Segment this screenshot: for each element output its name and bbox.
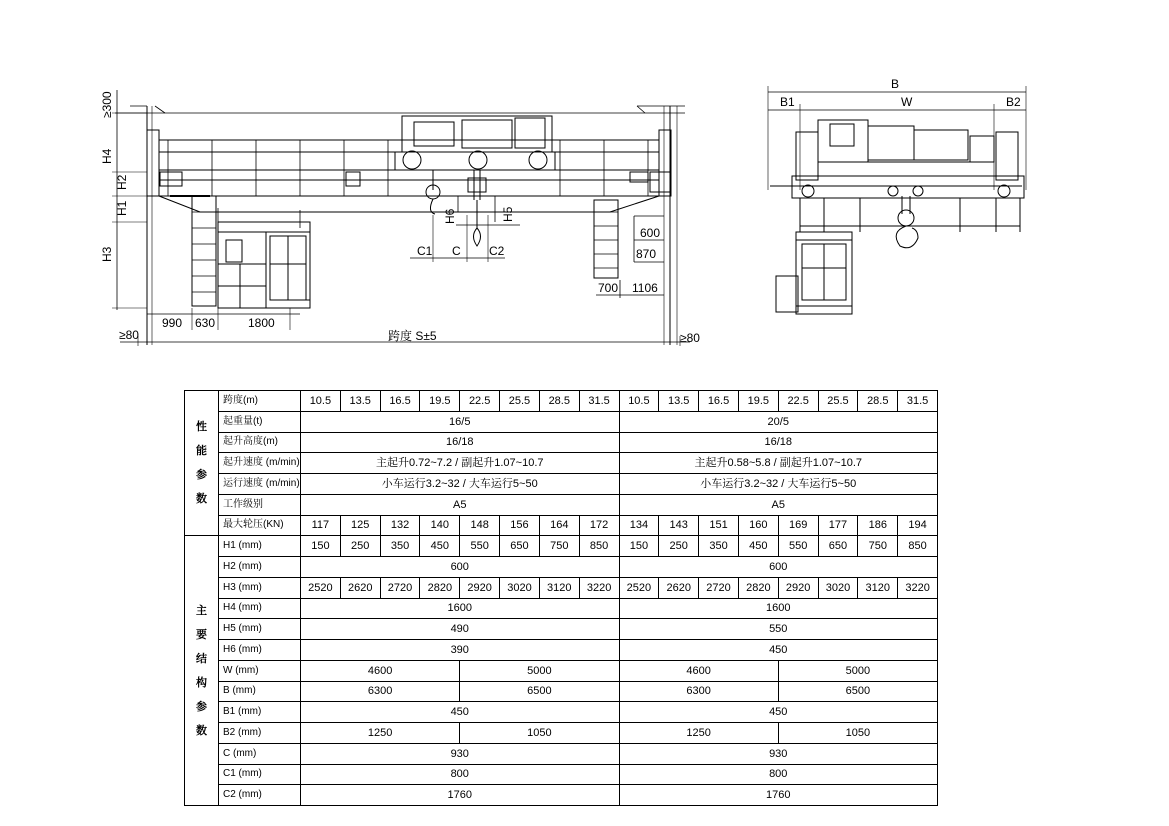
group-cell: 主起升0.58~5.8 / 副起升1.07~10.7	[619, 453, 938, 474]
table-cell: 143	[659, 515, 699, 536]
group-cell: 1600	[301, 598, 620, 619]
table-row	[185, 536, 938, 557]
section-char: 结	[196, 652, 207, 665]
dim-h3: H3	[100, 246, 114, 262]
group-cell: 450	[619, 640, 938, 661]
group-cell: 600	[301, 557, 620, 578]
table-cell: 16.5	[699, 391, 739, 412]
row-label: W (mm)	[219, 660, 301, 681]
dim-c: C	[452, 244, 461, 258]
dim-right-clear: ≥80	[680, 331, 700, 345]
front-view	[112, 90, 690, 346]
table-row	[185, 494, 938, 515]
table-cell: 2820	[738, 577, 778, 598]
dim-1800: 1800	[248, 316, 275, 330]
half-cell: 1050	[460, 723, 619, 744]
row-label: H1 (mm)	[219, 536, 301, 557]
table-cell: 3020	[818, 577, 858, 598]
row-label: 运行速度 (m/min)	[219, 474, 301, 495]
group-cell: 16/18	[301, 432, 620, 453]
table-cell: 25.5	[818, 391, 858, 412]
dim-600: 600	[640, 226, 661, 240]
dim-h6: H6	[443, 208, 457, 224]
dim-700: 700	[598, 281, 619, 295]
table-cell: 19.5	[738, 391, 778, 412]
table-cell: 850	[579, 536, 619, 557]
table-cell: 2520	[301, 577, 341, 598]
table-row	[185, 681, 938, 702]
side-view	[768, 86, 1026, 314]
table-cell: 177	[818, 515, 858, 536]
row-label: 起升速度 (m/min)	[219, 453, 301, 474]
row-label: C (mm)	[219, 743, 301, 764]
row-label: B2 (mm)	[219, 723, 301, 744]
table-cell: 117	[301, 515, 341, 536]
table-cell: 19.5	[420, 391, 460, 412]
half-cell: 6500	[778, 681, 937, 702]
table-row	[185, 702, 938, 723]
table-cell: 750	[858, 536, 898, 557]
table-cell: 3220	[898, 577, 938, 598]
row-label: H6 (mm)	[219, 640, 301, 661]
table-cell: 25.5	[500, 391, 540, 412]
table-row	[185, 515, 938, 536]
table-row	[185, 557, 938, 578]
dim-h1: H1	[115, 200, 129, 216]
table-cell: 2820	[420, 577, 460, 598]
half-cell: 1250	[619, 723, 778, 744]
dim-1106: 1106	[632, 281, 658, 295]
table-cell: 31.5	[898, 391, 938, 412]
table-cell: 13.5	[659, 391, 699, 412]
dim-c1: C1	[417, 244, 433, 258]
group-cell: A5	[301, 494, 620, 515]
table-cell: 10.5	[301, 391, 341, 412]
table-cell: 169	[778, 515, 818, 536]
table-row	[185, 723, 938, 744]
table-cell: 550	[460, 536, 500, 557]
dim-b2: B2	[1006, 95, 1021, 109]
dim-b: B	[891, 77, 900, 91]
section-char: 参	[196, 469, 207, 482]
table-cell: 2920	[778, 577, 818, 598]
row-label: B1 (mm)	[219, 702, 301, 723]
table-row	[185, 474, 938, 495]
group-cell: 1760	[619, 785, 938, 806]
half-cell: 5000	[460, 660, 619, 681]
table-row	[185, 411, 938, 432]
group-cell: 16/5	[301, 411, 620, 432]
table-cell: 148	[460, 515, 500, 536]
table-cell: 450	[420, 536, 460, 557]
section-char: 性	[196, 421, 207, 434]
table-cell: 250	[340, 536, 380, 557]
table-row	[185, 743, 938, 764]
half-cell: 6500	[460, 681, 619, 702]
dim-h5: H5	[501, 206, 515, 222]
table-cell: 3120	[858, 577, 898, 598]
table-cell: 850	[898, 536, 938, 557]
group-cell: 20/5	[619, 411, 938, 432]
table-cell: 2620	[659, 577, 699, 598]
section-char: 参	[196, 700, 207, 713]
section-char: 构	[196, 676, 207, 689]
row-label: 起升高度(m)	[219, 432, 301, 453]
dim-top-clear: ≥300	[100, 91, 114, 118]
table-cell: 160	[738, 515, 778, 536]
table-cell: 750	[539, 536, 579, 557]
group-cell: 800	[301, 764, 620, 785]
group-cell: 930	[619, 743, 938, 764]
table-row	[185, 764, 938, 785]
table-cell: 132	[380, 515, 420, 536]
dim-b1: B1	[780, 95, 795, 109]
table-cell: 650	[818, 536, 858, 557]
table-row	[185, 577, 938, 598]
side-view-labels	[780, 77, 1021, 109]
half-cell: 4600	[619, 660, 778, 681]
table-cell: 150	[619, 536, 659, 557]
dim-990: 990	[162, 316, 183, 330]
dim-h4: H4	[100, 148, 114, 164]
group-cell: 490	[301, 619, 620, 640]
half-cell: 4600	[301, 660, 460, 681]
table-cell: 2520	[619, 577, 659, 598]
table-row	[185, 391, 938, 412]
table-cell: 2720	[380, 577, 420, 598]
table-cell: 134	[619, 515, 659, 536]
table-row	[185, 598, 938, 619]
table-cell: 125	[340, 515, 380, 536]
row-label: B (mm)	[219, 681, 301, 702]
table-cell: 28.5	[858, 391, 898, 412]
section-char: 能	[196, 445, 207, 458]
row-label: 工作级别	[219, 494, 301, 515]
section-performance	[185, 391, 219, 536]
table-row	[185, 660, 938, 681]
table-cell: 3120	[539, 577, 579, 598]
row-label: H2 (mm)	[219, 557, 301, 578]
group-cell: 小车运行3.2~32 / 大车运行5~50	[619, 474, 938, 495]
table-row	[185, 432, 938, 453]
table-cell: 450	[738, 536, 778, 557]
row-label: H3 (mm)	[219, 577, 301, 598]
half-cell: 1050	[778, 723, 937, 744]
table-row	[185, 619, 938, 640]
group-cell: 主起升0.72~7.2 / 副起升1.07~10.7	[301, 453, 620, 474]
dim-h2: H2	[115, 174, 129, 190]
table-cell: 350	[699, 536, 739, 557]
table-cell: 10.5	[619, 391, 659, 412]
table-cell: 350	[380, 536, 420, 557]
group-cell: 1760	[301, 785, 620, 806]
section-char: 数	[196, 493, 207, 506]
table-cell: 2620	[340, 577, 380, 598]
table-row	[185, 453, 938, 474]
spec-table	[184, 390, 938, 806]
group-cell: 930	[301, 743, 620, 764]
table-cell: 28.5	[539, 391, 579, 412]
table-cell: 550	[778, 536, 818, 557]
dim-630: 630	[195, 316, 216, 330]
table-cell: 250	[659, 536, 699, 557]
group-cell: 16/18	[619, 432, 938, 453]
dim-870: 870	[636, 247, 657, 261]
spec-body	[185, 391, 938, 806]
table-cell: 194	[898, 515, 938, 536]
dim-c2: C2	[489, 244, 505, 258]
half-cell: 6300	[619, 681, 778, 702]
table-row	[185, 785, 938, 806]
table-cell: 650	[500, 536, 540, 557]
table-cell: 186	[858, 515, 898, 536]
group-cell: A5	[619, 494, 938, 515]
group-cell: 800	[619, 764, 938, 785]
row-label: H4 (mm)	[219, 598, 301, 619]
half-cell: 6300	[301, 681, 460, 702]
table-row	[185, 640, 938, 661]
section-structure	[185, 536, 219, 806]
table-cell: 140	[420, 515, 460, 536]
half-cell: 1250	[301, 723, 460, 744]
table-cell: 151	[699, 515, 739, 536]
group-cell: 450	[619, 702, 938, 723]
table-cell: 156	[500, 515, 540, 536]
table-cell: 172	[579, 515, 619, 536]
table-cell: 31.5	[579, 391, 619, 412]
front-view-labels	[100, 91, 700, 345]
table-cell: 150	[301, 536, 341, 557]
section-char: 主	[196, 604, 207, 617]
table-cell: 3220	[579, 577, 619, 598]
table-cell: 22.5	[460, 391, 500, 412]
group-cell: 390	[301, 640, 620, 661]
group-cell: 600	[619, 557, 938, 578]
group-cell: 550	[619, 619, 938, 640]
dim-w: W	[901, 95, 913, 109]
dim-span: 跨度 S±5	[388, 329, 437, 343]
table-cell: 16.5	[380, 391, 420, 412]
table-cell: 164	[539, 515, 579, 536]
row-label: 跨度(m)	[219, 391, 301, 412]
group-cell: 1600	[619, 598, 938, 619]
section-char: 数	[196, 724, 207, 737]
row-label: 最大轮压(KN)	[219, 515, 301, 536]
row-label: C2 (mm)	[219, 785, 301, 806]
row-label: 起重量(t)	[219, 411, 301, 432]
half-cell: 5000	[778, 660, 937, 681]
group-cell: 450	[301, 702, 620, 723]
table-cell: 2920	[460, 577, 500, 598]
table-cell: 3020	[500, 577, 540, 598]
table-cell: 22.5	[778, 391, 818, 412]
table-cell: 13.5	[340, 391, 380, 412]
group-cell: 小车运行3.2~32 / 大车运行5~50	[301, 474, 620, 495]
table-cell: 2720	[699, 577, 739, 598]
row-label: C1 (mm)	[219, 764, 301, 785]
row-label: H5 (mm)	[219, 619, 301, 640]
dim-left-clear: ≥80	[119, 328, 139, 342]
section-char: 要	[196, 628, 207, 641]
